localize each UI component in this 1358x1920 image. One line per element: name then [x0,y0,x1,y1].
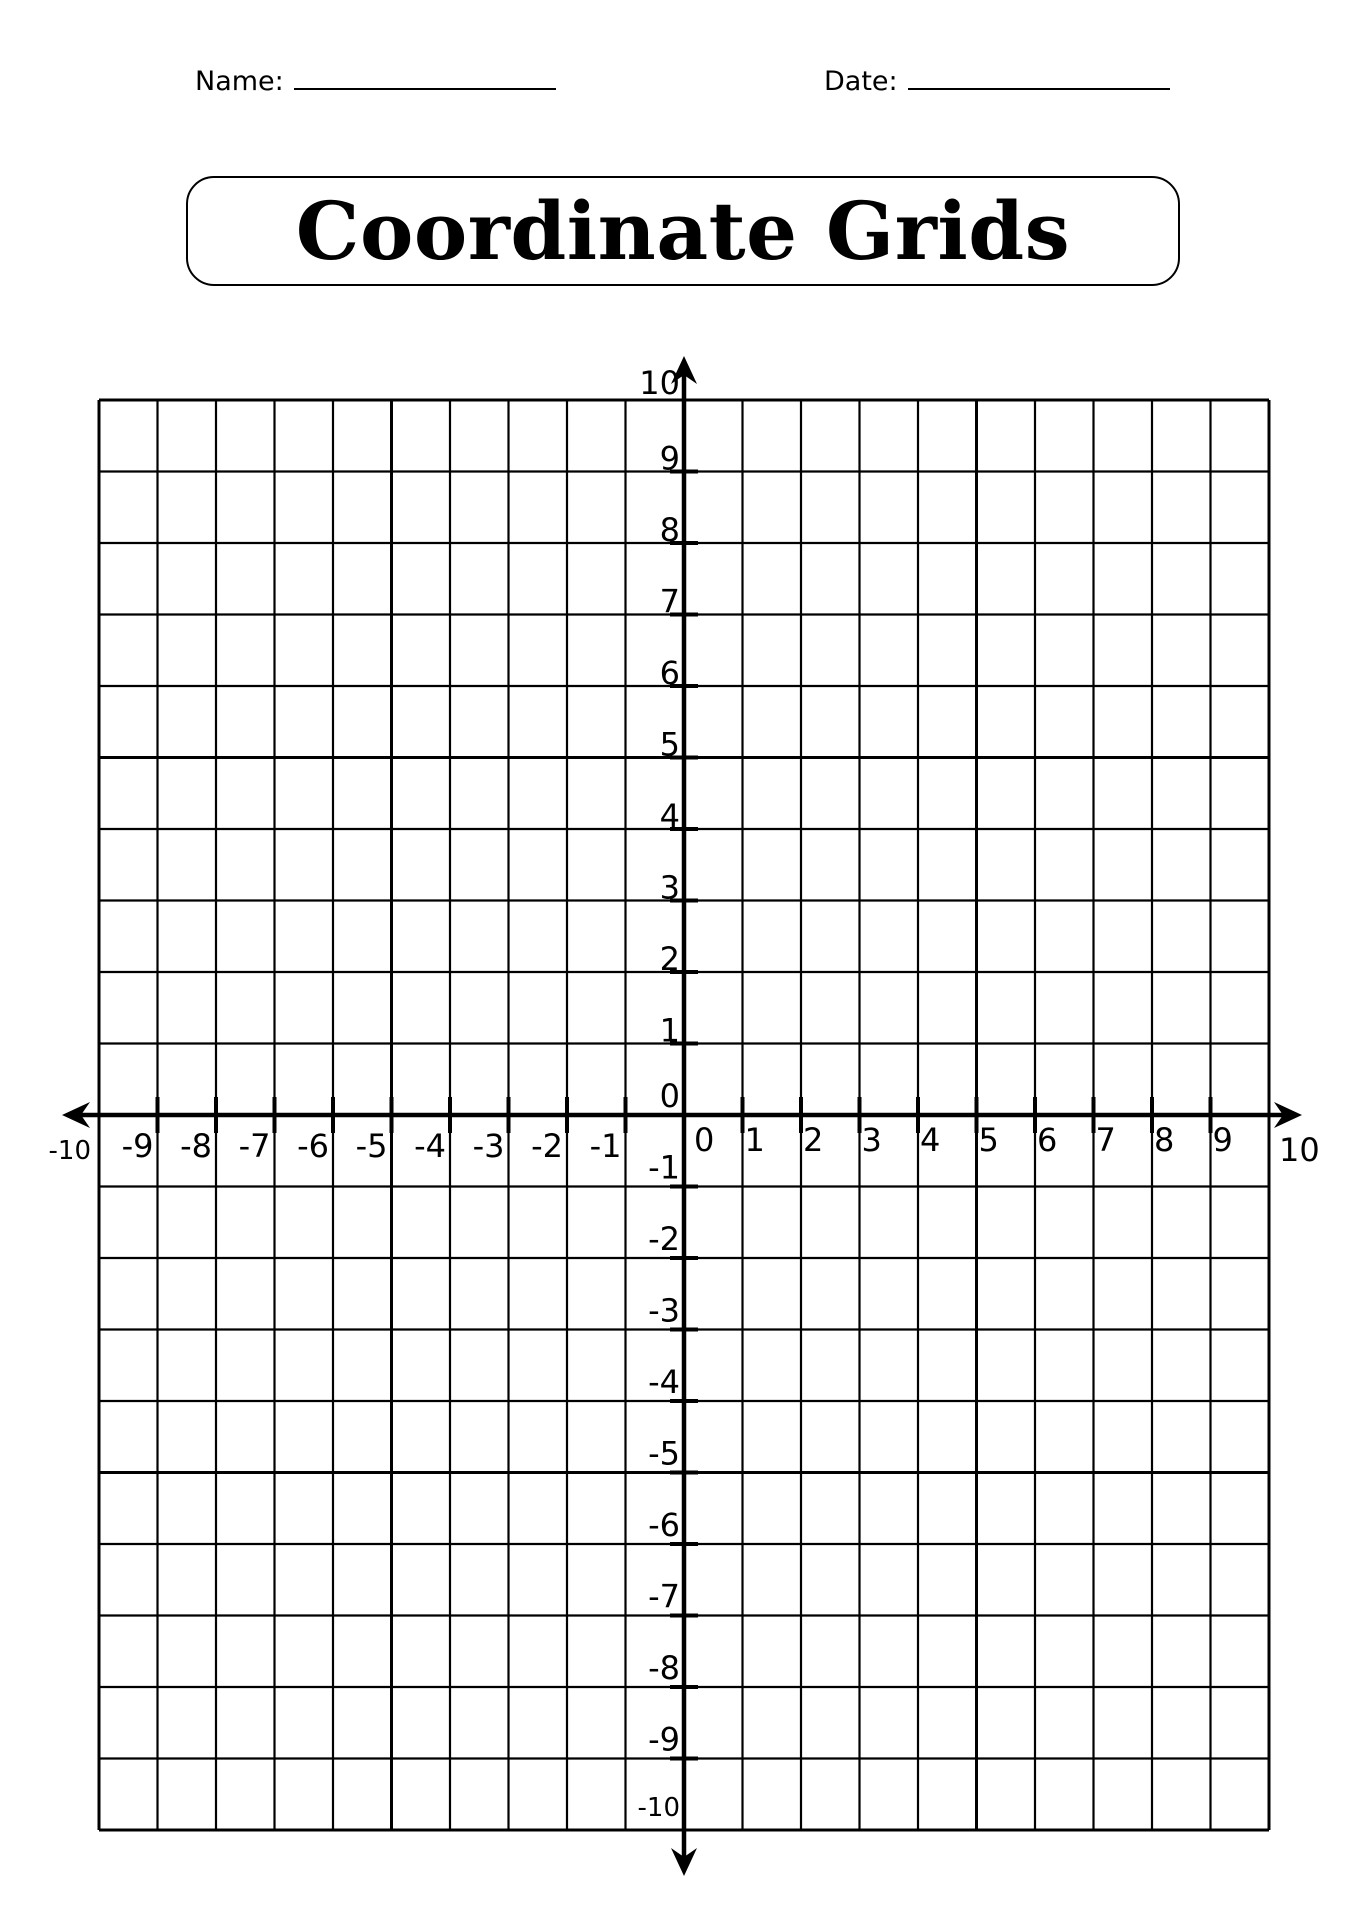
x-axis-label: 0 [694,1121,715,1159]
y-axis-label: 5 [659,725,680,764]
y-axis-label: 9 [659,439,680,478]
x-axis-label: 10 [1279,1131,1320,1169]
y-axis-label: -4 [648,1363,680,1401]
y-axis-label: 8 [659,511,680,549]
x-axis-label: -10 [48,1136,91,1166]
y-axis-label: 4 [659,797,680,835]
y-axis-label: 1 [659,1011,680,1050]
x-axis-label: -3 [472,1127,505,1165]
y-axis-label: -10 [637,1793,680,1823]
name-label: Name: [195,66,284,97]
y-axis-label: 7 [659,582,680,621]
y-axis-label: 6 [659,654,680,692]
y-axis-label: -3 [648,1291,680,1330]
x-axis-label: 7 [1095,1121,1116,1159]
page-title: Coordinate Grids [295,184,1071,278]
x-axis-label: 3 [861,1121,882,1159]
y-axis-label: -5 [648,1434,680,1473]
axes [62,356,1302,1876]
x-axis-label: -8 [180,1127,212,1165]
y-axis-label: -9 [648,1720,680,1759]
x-axis-label: 9 [1212,1121,1233,1159]
date-label: Date: [824,66,898,97]
x-axis-label: 1 [744,1121,765,1159]
y-axis-label: 2 [659,940,680,978]
y-axis-label: -6 [648,1506,680,1544]
x-axis-label: 8 [1154,1121,1175,1159]
y-axis-label: -8 [648,1649,680,1687]
y-axis-label: -2 [648,1220,680,1258]
y-axis-label: 3 [659,868,680,907]
x-axis-label: 5 [978,1121,999,1159]
x-axis-label: -5 [355,1127,388,1165]
y-axis-label: 10 [639,364,680,402]
x-axis-label: 4 [920,1121,941,1159]
x-axis-label: -7 [238,1127,271,1165]
x-axis-label: 6 [1037,1121,1058,1159]
y-axis-label: -7 [648,1577,680,1616]
x-axis-label: -6 [297,1127,329,1165]
x-axis-label: -1 [589,1127,622,1165]
x-axis-label: 2 [803,1121,824,1159]
y-axis-label: 0 [659,1077,680,1115]
x-axis-label: -2 [531,1127,563,1165]
x-axis-label: -9 [121,1127,154,1165]
x-axis-label: -4 [414,1127,446,1165]
y-axis-label: -1 [648,1148,680,1187]
